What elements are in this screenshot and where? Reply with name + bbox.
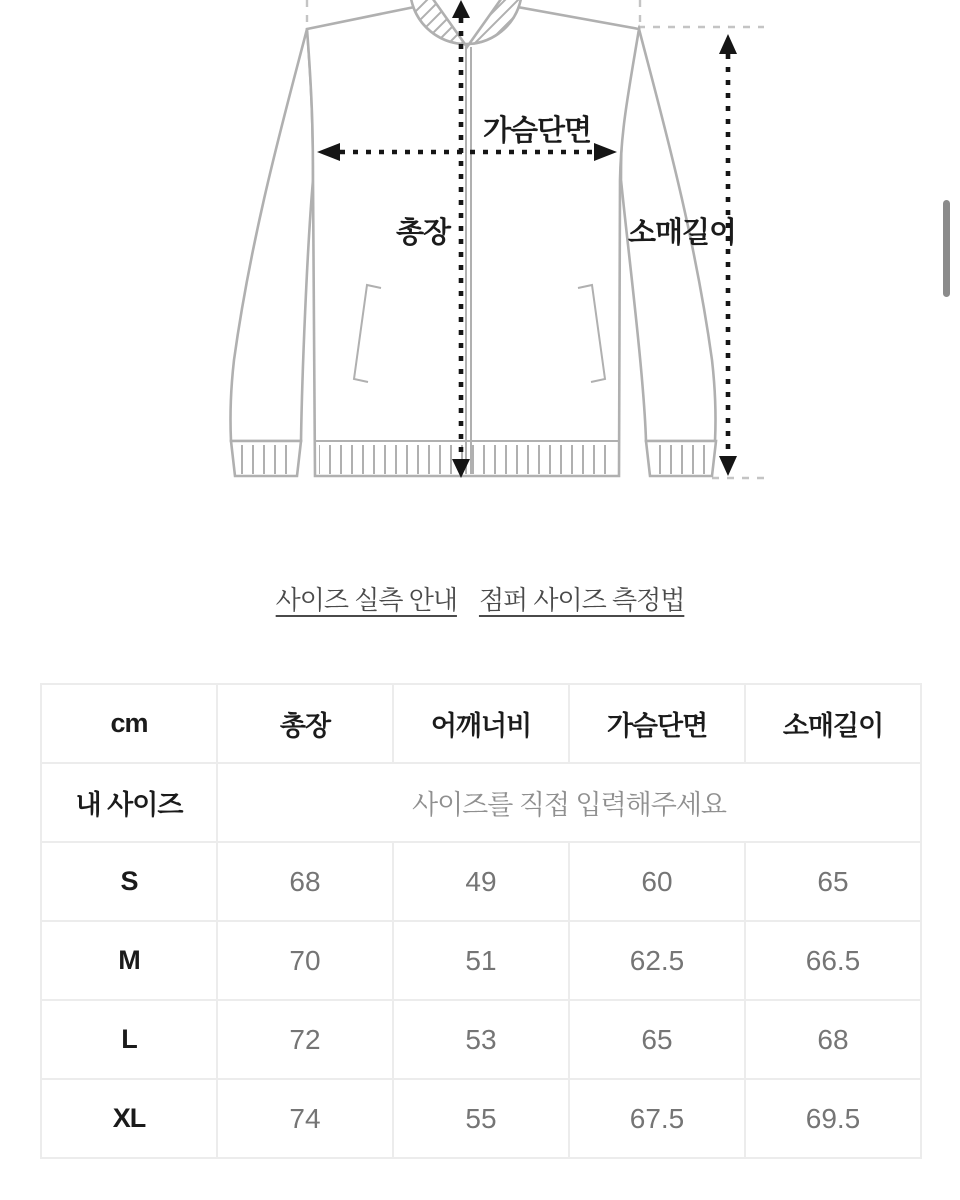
- jacket-diagram-drawing: [160, 0, 780, 510]
- value-cell: 62.5: [569, 921, 745, 1000]
- sleeve-length-arrow: [719, 34, 737, 476]
- size-label: L: [41, 1000, 217, 1079]
- my-size-row: [41, 763, 921, 842]
- value-cell: 68: [217, 842, 393, 921]
- value-cell: 60: [569, 842, 745, 921]
- size-chart-table: [40, 683, 922, 1159]
- value-cell: 65: [745, 842, 921, 921]
- value-cell: 55: [393, 1079, 569, 1158]
- chest-width-label: 가슴단면: [482, 115, 592, 147]
- value-cell: 49: [393, 842, 569, 921]
- size-label: M: [41, 921, 217, 1000]
- my-size-input[interactable]: 사이즈를 직접 입력해주세요: [217, 763, 921, 842]
- table-row-xl: [41, 1079, 921, 1158]
- table-row-l: [41, 1000, 921, 1079]
- table-row-m: [41, 921, 921, 1000]
- jacket-measurement-diagram: [0, 0, 960, 560]
- column-header-shoulder-width: 어깨너비: [393, 684, 569, 763]
- value-cell: 70: [217, 921, 393, 1000]
- jacket-body: [307, 7, 639, 476]
- value-cell: 72: [217, 1000, 393, 1079]
- table-header-row: [41, 684, 921, 763]
- value-cell: 51: [393, 921, 569, 1000]
- size-label: S: [41, 842, 217, 921]
- size-label: XL: [41, 1079, 217, 1158]
- value-cell: 74: [217, 1079, 393, 1158]
- value-cell: 68: [745, 1000, 921, 1079]
- column-header-total-length: 총장: [217, 684, 393, 763]
- total-length-label: 총장: [395, 217, 451, 249]
- value-cell: 66.5: [745, 921, 921, 1000]
- scrollbar-thumb[interactable]: [943, 200, 950, 297]
- sleeve-length-label: 소매길이: [627, 217, 737, 249]
- size-guide-links: [0, 580, 960, 617]
- my-size-label: 내 사이즈: [41, 763, 217, 842]
- column-header-sleeve-length: 소매길이: [745, 684, 921, 763]
- unit-header-cell: cm: [41, 684, 217, 763]
- value-cell: 53: [393, 1000, 569, 1079]
- column-header-chest-width: 가슴단면: [569, 684, 745, 763]
- jumper-measure-method-link[interactable]: 점퍼 사이즈 측정법: [478, 585, 685, 615]
- value-cell: 67.5: [569, 1079, 745, 1158]
- table-row-s: [41, 842, 921, 921]
- value-cell: 65: [569, 1000, 745, 1079]
- size-measure-guide-link[interactable]: 사이즈 실측 안내: [275, 585, 457, 615]
- value-cell: 69.5: [745, 1079, 921, 1158]
